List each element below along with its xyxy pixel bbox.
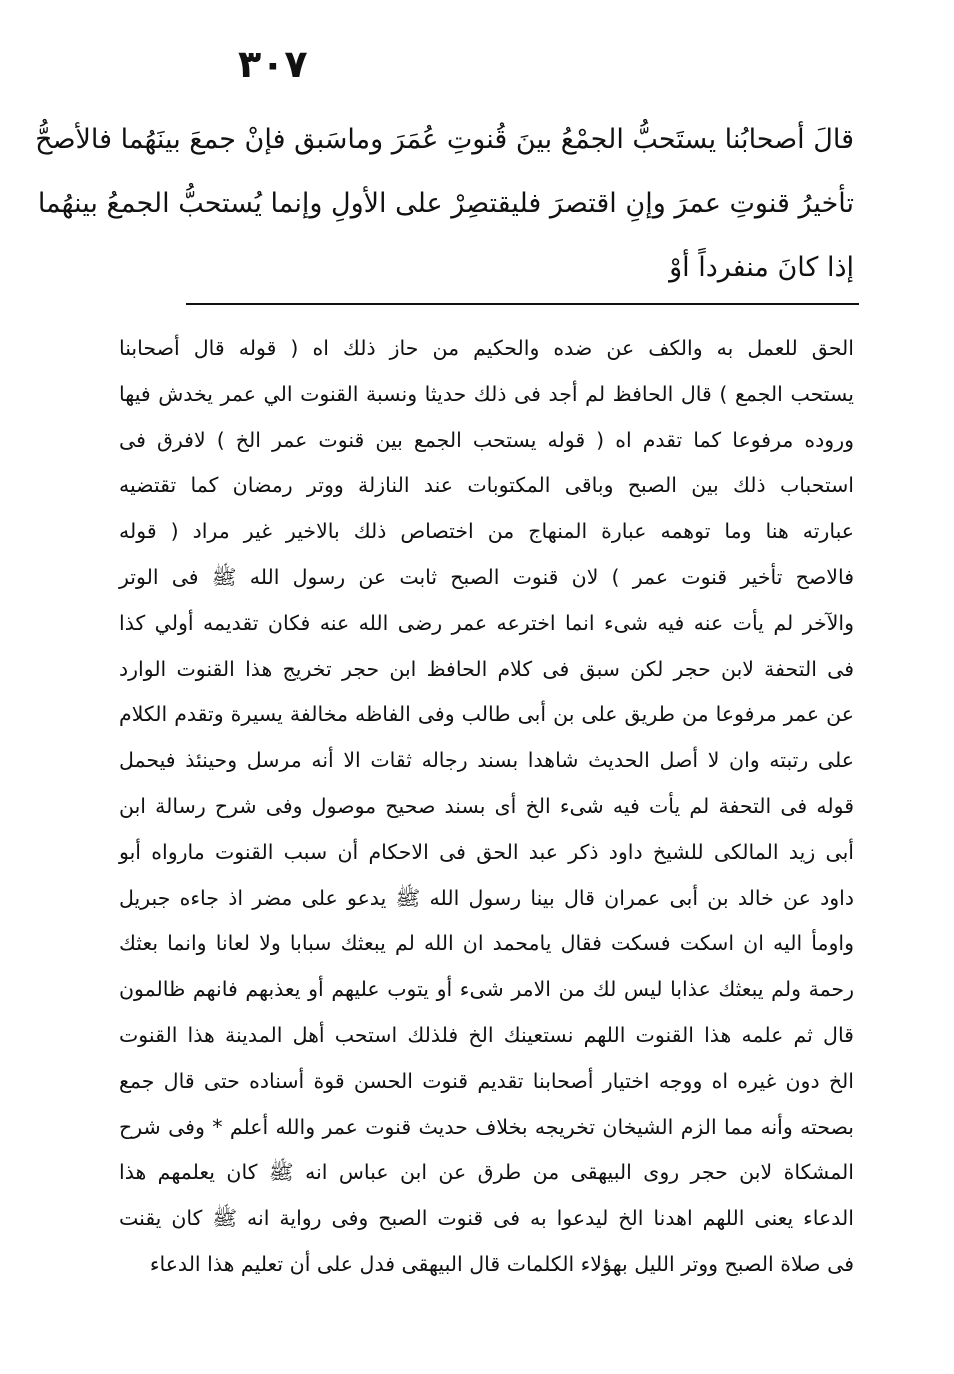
commentary-line: وروده مرفوعا كما تقدم اه ( قوله يستحب الجمع بين قنوت عمر الخ ) لافرق فى bbox=[119, 427, 854, 452]
section-divider bbox=[186, 303, 859, 305]
commentary-line: استحباب ذلك بين الصبح وباقى المكتوبات عند النازلة ووتر رمضان كما تقتضيه bbox=[119, 473, 854, 498]
commentary-line: على رتبته وان لا أصل الحديث شاهدا بسند رجاله ثقات الا أنه مرسل وحينئذ فيحمل bbox=[119, 748, 854, 773]
commentary-line: عبارته هنا وما توهمه عبارة المنهاج من اختصاص ذلك بالاخير غير مراد ( قوله bbox=[119, 519, 854, 544]
page-number: ٣٠٧ bbox=[238, 42, 308, 86]
commentary-line: قال ثم علمه هذا القنوت اللهم نستعينك الخ فلذلك استحب أهل المدينة هذا القنوت bbox=[119, 1022, 854, 1047]
commentary-line: بصحته وأنه مما الزم الشيخان تخريجه بخلاف حديث قنوت عمر والله أعلم * وفى شرح bbox=[119, 1114, 854, 1139]
commentary-line: فالاصح تأخير قنوت عمر ) لان قنوت الصبح ثابت عن رسول الله ﷺ فى الوتر bbox=[119, 564, 854, 589]
commentary-line: رحمة ولم يبعثك عذابا ليس لك من الامر شىء أو يتوب عليهم أو يعذبهم فانهم ظالمون bbox=[119, 977, 854, 1002]
commentary-line: فى صلاة الصبح ووتر الليل بهؤلاء الكلمات قال البيهقى فدل على أن تعليم هذا الدعاء bbox=[149, 1251, 854, 1276]
main-text-line: قالَ أصحابُنا يستَحبُّ الجمْعُ بينَ قُنوتِ عُمَرَ وماسَبق فإنْ جمعَ بينَهُما فالأصحُّ bbox=[35, 124, 854, 155]
commentary-line: واومأ اليه ان اسكت فسكت فقال يامحمد ان الله لم يبعثك سبابا ولا لعانا وانما بعثك bbox=[119, 931, 854, 956]
main-text-line: إذا كانَ منفرداً أوْ bbox=[669, 252, 854, 283]
commentary-line: المشكاة لابن حجر روى البيهقى من طرق عن ابن عباس انه ﷺ كان يعلمهم هذا bbox=[119, 1160, 854, 1185]
commentary-line: قوله فى التحفة لم يأت فيه شىء الخ أى بسند صحيح موصول وفى شرح رسالة ابن bbox=[119, 793, 854, 818]
commentary-block bbox=[119, 326, 854, 1288]
commentary-line: أبى زيد المالكى للشيخ داود ذكر عبد الحق فى الاحكام أن سبب القنوت مارواه أبو bbox=[119, 839, 854, 864]
commentary-line: والآخر لم يأت عنه فيه شىء انما اخترعه عمر رضى الله عنه فكان تقديمه أولي كذا bbox=[119, 610, 854, 635]
main-text-block bbox=[35, 108, 854, 300]
commentary-line: يستحب الجمع ) قال الحافظ لم أجد فى ذلك حديثا ونسبة القنوت الي عمر يخدش فيها bbox=[119, 381, 854, 406]
commentary-line: الدعاء يعنى اللهم اهدنا الخ ليدعوا به فى قنوت الصبح وفى رواية انه ﷺ كان يقنت bbox=[119, 1206, 854, 1231]
commentary-line: عن عمر مرفوعا من طريق على بن أبى طالب وفى الفاظه مخالفة يسيرة وتقدم الكلام bbox=[119, 702, 854, 727]
commentary-line: الخ دون غيره اه ووجه اختيار أصحابنا تقديم قنوت الحسن قوة أسناده حتى قال جمع bbox=[119, 1068, 854, 1093]
commentary-line: الحق للعمل به والكف عن ضده والحكيم من حاز ذلك اه ( قوله قال أصحابنا bbox=[119, 336, 854, 360]
main-text-line: تأخيرُ قنوتِ عمرَ وإنِ اقتصرَ فليقتصِرْ على الأولِ وإنما يُستحبُّ الجمعُ بينهُما bbox=[37, 188, 854, 219]
commentary-line: فى التحفة لابن حجر لكن سبق فى كلام الحافظ ابن حجر تخريج هذا القنوت الوارد bbox=[119, 656, 854, 681]
commentary-line: داود عن خالد بن أبى عمران قال بينا رسول الله ﷺ يدعو على مضر اذ جاءه جبريل bbox=[119, 885, 854, 910]
